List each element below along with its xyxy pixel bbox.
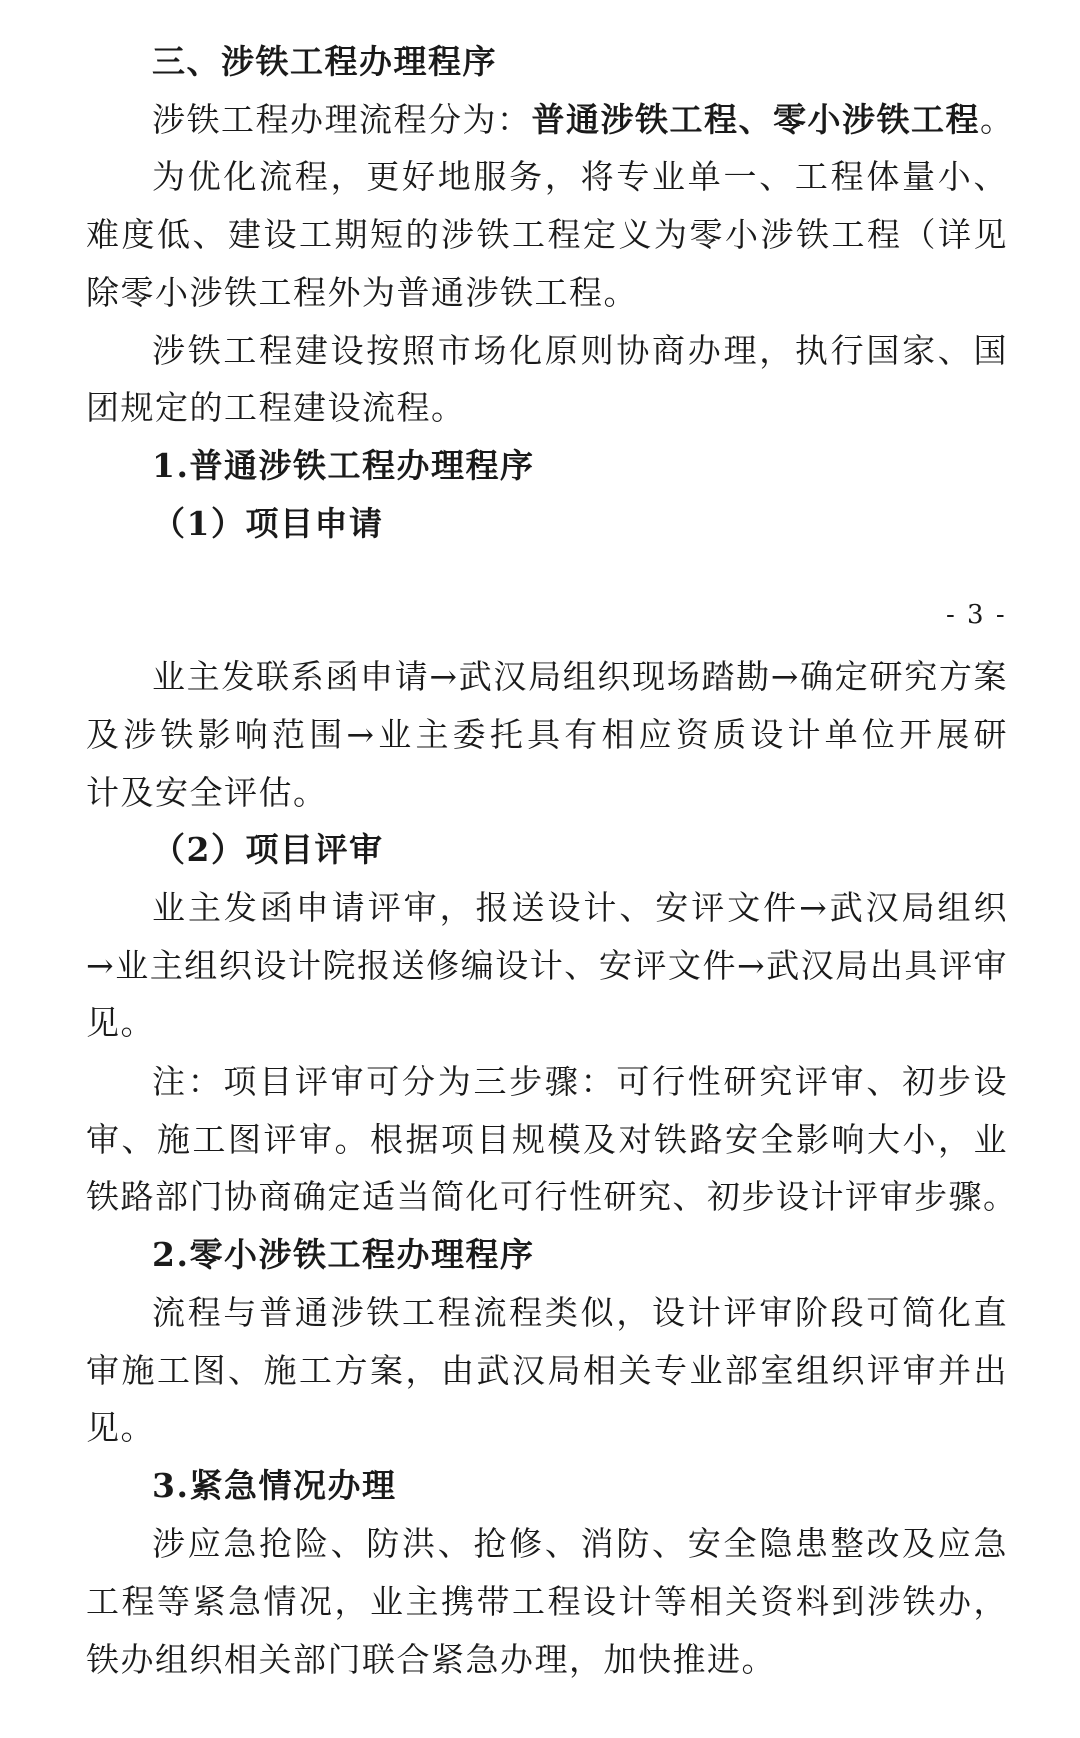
para-note-line-2: 审、施工图评审。根据项目规模及对铁路安全影响大小，业 <box>86 1120 1008 1159</box>
para-small-line-3: 见。 <box>86 1408 155 1447</box>
para-market-line-1: 涉铁工程建设按照市场化原则协商办理，执行国家、国 <box>152 331 1008 370</box>
heading-1: 1.普通涉铁工程办理程序 <box>152 446 535 485</box>
page-number: - 3 - <box>946 600 1007 630</box>
para-note-line-3: 铁路部门协商确定适当简化可行性研究、初步设计评审步骤。 <box>86 1177 1018 1216</box>
para-review-line-1: 业主发函申请评审，报送设计、安评文件→武汉局组织 <box>152 888 1008 927</box>
heading-1-2: （2）项目评审 <box>152 830 384 869</box>
para-small-line-2: 审施工图、施工方案，由武汉局相关专业部室组织评审并出 <box>86 1351 1008 1390</box>
para-optimize-line-1: 为优化流程，更好地服务，将专业单一、工程体量小、 <box>152 157 1008 196</box>
para-apply-line-3: 计及安全评估。 <box>86 773 328 812</box>
para-apply-line-2: 及涉铁影响范围→业主委托具有相应资质设计单位开展研 <box>86 715 1008 754</box>
para-emergency-line-1: 涉应急抢险、防洪、抢修、消防、安全隐患整改及应急 <box>152 1524 1008 1563</box>
heading-2: 2.零小涉铁工程办理程序 <box>152 1235 535 1274</box>
para-review-line-2: →业主组织设计院报送修编设计、安评文件→武汉局出具评审 <box>86 946 1008 985</box>
intro-prefix: 涉铁工程办理流程分为： <box>152 100 532 139</box>
intro-paragraph <box>152 100 1015 140</box>
intro-emphasis: 普通涉铁工程、零小涉铁工程 <box>531 100 980 139</box>
para-review-line-3: 见。 <box>86 1003 155 1042</box>
heading-1-1: （1）项目申请 <box>152 504 384 543</box>
para-optimize-line-2: 难度低、建设工期短的涉铁工程定义为零小涉铁工程（详见 <box>86 215 1008 254</box>
para-small-line-1: 流程与普通涉铁工程流程类似，设计评审阶段可简化直 <box>152 1293 1008 1332</box>
heading-3: 3.紧急情况办理 <box>152 1466 397 1505</box>
para-note-line-1: 注：项目评审可分为三步骤：可行性研究评审、初步设 <box>152 1062 1008 1101</box>
section-heading: 三、涉铁工程办理程序 <box>152 42 497 81</box>
para-apply-line-1: 业主发联系函申请→武汉局组织现场踏勘→确定研究方案 <box>152 657 1008 696</box>
para-market-line-2: 团规定的工程建设流程。 <box>86 388 466 427</box>
para-emergency-line-3: 铁办组织相关部门联合紧急办理，加快推进。 <box>86 1640 776 1679</box>
para-emergency-line-2: 工程等紧急情况，业主携带工程设计等相关资料到涉铁办， <box>86 1582 1008 1621</box>
intro-end: 。 <box>980 100 1015 139</box>
para-optimize-line-3: 除零小涉铁工程外为普通涉铁工程。 <box>86 273 638 312</box>
